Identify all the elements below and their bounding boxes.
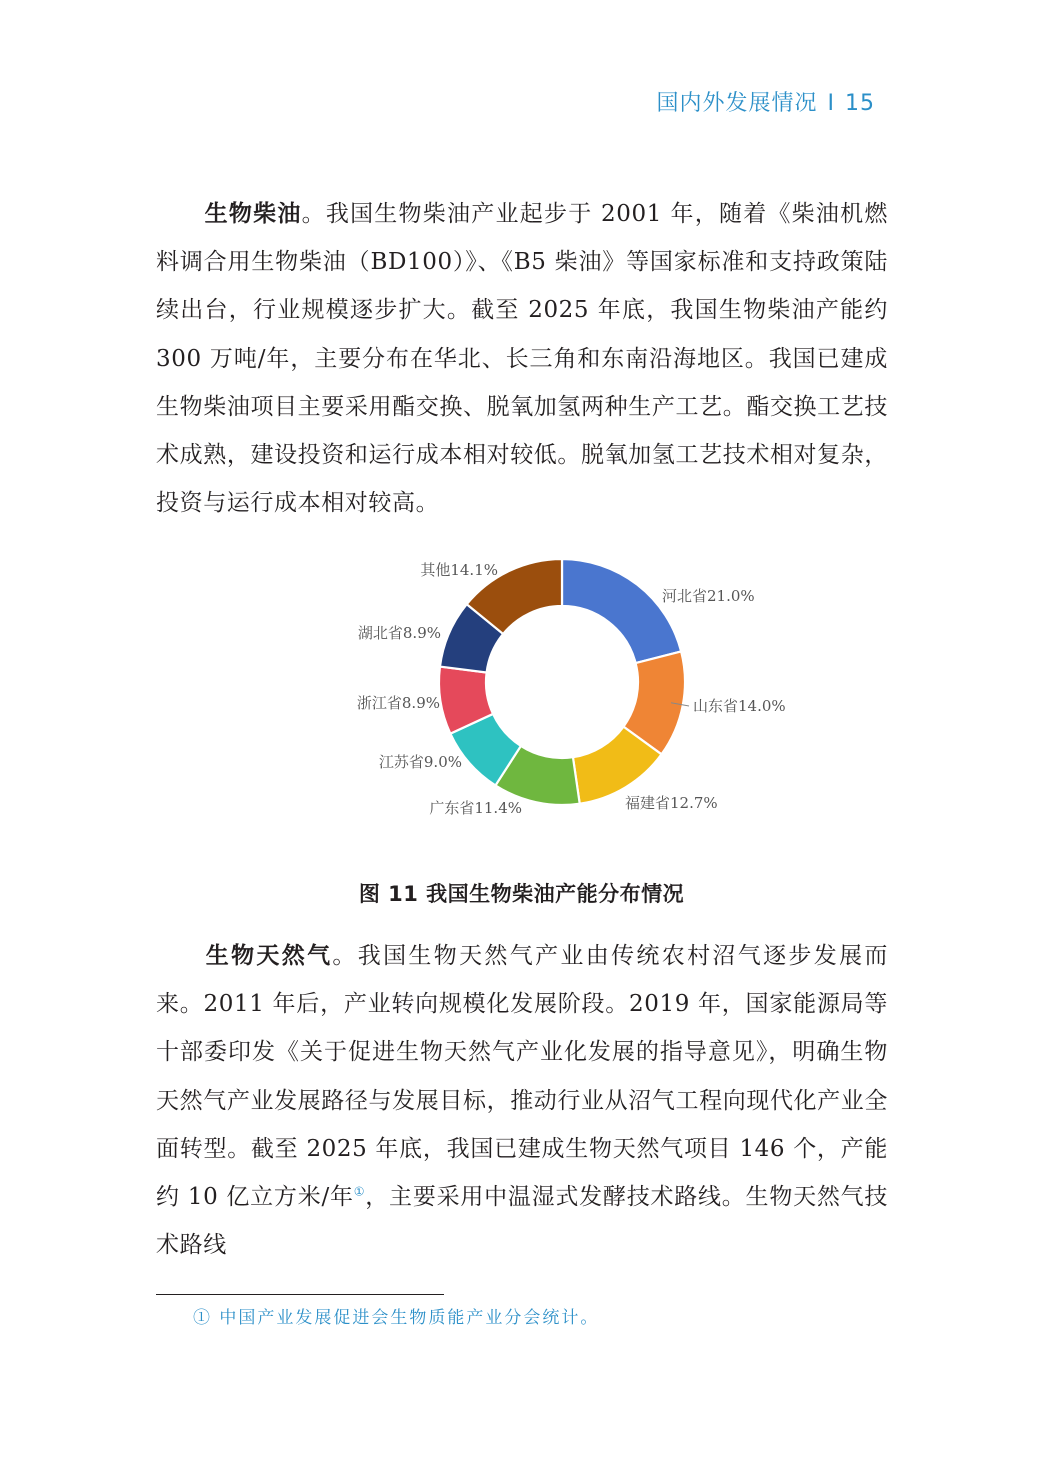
page-number: 15 <box>845 91 875 116</box>
paragraph-body: 。我国生物天然气产业由传统农村沼气逐步发展而来。2011 年后，产业转向规模化发展阶段。2019 年，国家能源局等十部委印发《关于促进生物天然气产业化发展的指导意见》，明确生物天然气产业发展路径与发展目标，推动行业从沼气工程向现代化产业全面转型。截至 2025 年底，我国已建成生物天然气项目 146 个，产能约 10 亿立方米/年 <box>156 943 889 1211</box>
paragraph-body-cont: ，主要采用中温湿式发酵技术路线。生物天然气技术路线 <box>156 1184 888 1259</box>
donut-chart <box>300 545 820 835</box>
figure-caption: 图 11 我国生物柴油产能分布情况 <box>358 882 685 906</box>
slice-label-4: 广东省11.4% <box>429 799 522 817</box>
slice-label-7: 湖北省8.9% <box>357 624 441 642</box>
paragraph-lead: 生物柴油 <box>204 201 302 227</box>
slice-label-5: 江苏省9.0% <box>378 753 462 771</box>
paragraph-biogas <box>156 932 888 1269</box>
paragraph-lead: 生物天然气 <box>204 943 333 969</box>
footnote-marker[interactable]: ① <box>353 1184 366 1199</box>
slice-label-8: 其他14.1% <box>420 561 498 579</box>
section-title: 国内外发展情况 <box>656 91 818 116</box>
paragraph-biodiesel <box>156 190 888 527</box>
donut-chart-svg <box>300 545 820 835</box>
slice-label-6: 浙江省8.9% <box>356 694 440 712</box>
footnote-divider <box>156 1294 444 1295</box>
donut-slice-1 <box>562 559 681 663</box>
paragraph-body: 。我国生物柴油产业起步于 2001 年，随着《柴油机燃料调合用生物柴油（BD100）》、《B5 柴油》等国家标准和支持政策陆续出台，行业规模逐步扩大。截至 2025 年底，我国生物柴油产能约 300 万吨/年，主要分布在华北、长三角和东南沿海地区。我国已建成生物柴油项目主要采用酯交换、脱氧加氢两种生产工艺。酯交换工艺技术成熟，建设投资和运行成本相对较低。脱氧加氢工艺技术相对复杂，投资与运行成本相对较高。 <box>156 201 888 517</box>
footnote: ① 中国产业发展促进会生物质能产业分会统计。 <box>193 1308 600 1328</box>
running-header <box>656 86 875 117</box>
slice-label-2: 山东省14.0% <box>693 697 786 715</box>
header-separator: I <box>827 91 835 116</box>
slice-label-3: 福建省12.7% <box>625 794 718 812</box>
slice-label-1: 河北省21.0% <box>662 587 755 605</box>
